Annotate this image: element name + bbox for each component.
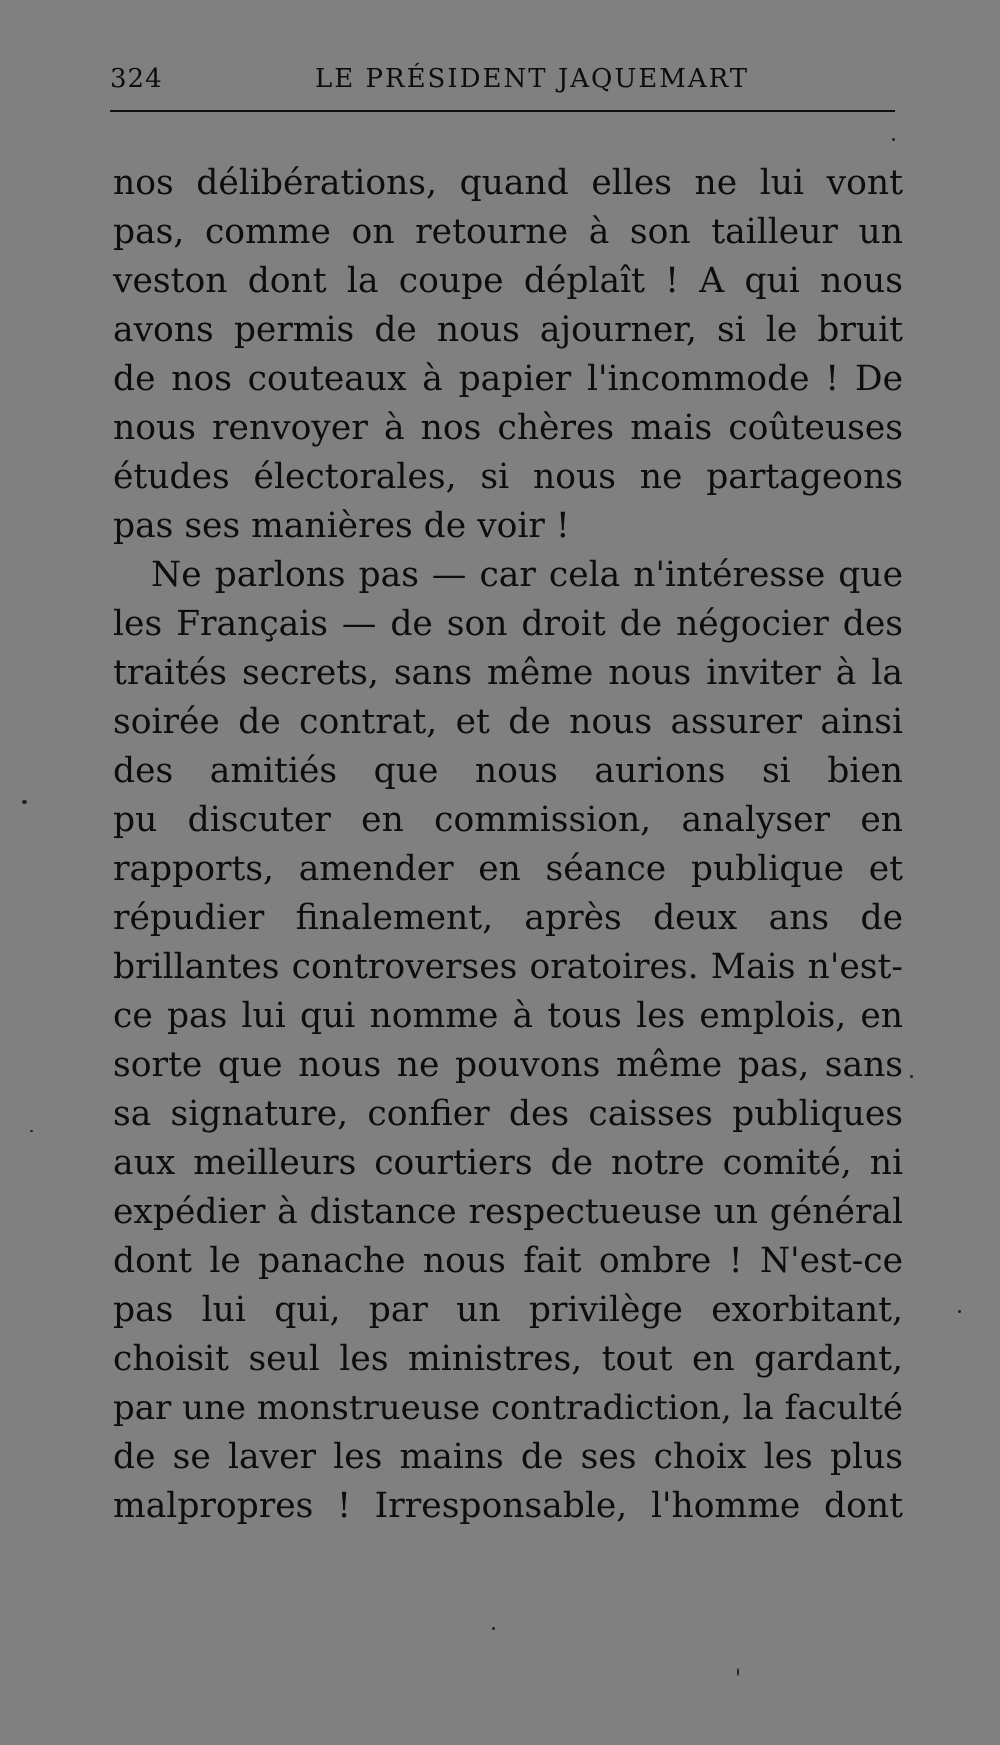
text-line: nous renvoyer à nos chères mais coûteuses [113,408,903,448]
scan-speck [492,1627,495,1630]
text-line: pas ses manières de voir ! [113,506,570,546]
scan-speck [22,800,27,804]
text-line: dont le panache nous fait ombre ! N'est-ce [113,1241,903,1281]
text-line: par une monstrueuse contradiction, la faculté [113,1388,903,1428]
text-line: expédier à distance respectueuse un général [113,1192,903,1232]
text-line: aux meilleurs courtiers de notre comité, ni [113,1143,903,1183]
text-line: les Français — de son droit de négocier des [113,604,903,644]
scan-speck [892,138,895,141]
text-line: de nos couteaux à papier l'incommode ! De [113,359,903,399]
running-title: LE PRÉSIDENT JAQUEMART [315,64,750,94]
scan-speck [958,1310,961,1313]
scan-speck [910,1075,913,1078]
page-number: 324 [110,64,163,94]
text-line: études électorales, si nous ne partageons [113,457,903,497]
text-line: répudier finalement, après deux ans de [113,898,903,938]
text-line: des amitiés que nous aurions si bien [113,751,903,791]
text-line: rapports, amender en séance publique et [113,849,903,889]
text-line: choisit seul les ministres, tout en gardant, [113,1339,903,1379]
scan-speck [30,1130,33,1132]
text-line: Ne parlons pas — car cela n'intéresse que [151,555,903,595]
text-line: traités secrets, sans même nous inviter à la [113,653,903,693]
text-line: nos délibérations, quand elles ne lui vont [113,163,903,203]
paragraph [113,551,903,1531]
header-rule [110,110,895,112]
text-line: pas, comme on retourne à son tailleur un [113,212,903,252]
text-line: malpropres ! Irresponsable, l'homme dont [113,1486,903,1526]
text-line: sa signature, confier des caisses publiques [113,1094,903,1134]
body-text [113,159,903,1531]
text-line: avons permis de nous ajourner, si le bruit [113,310,903,350]
text-line: brillantes controverses oratoires. Mais n'est- [113,947,903,987]
text-line: pas lui qui, par un privilège exorbitant, [113,1290,903,1330]
text-line: pu discuter en commission, analyser en [113,800,903,840]
text-line: de se laver les mains de ses choix les plus [113,1437,903,1477]
text-line: ce pas lui qui nomme à tous les emplois, en [113,996,903,1036]
text-line: soirée de contrat, et de nous assurer ainsi [113,702,903,742]
text-line: veston dont la coupe déplaît ! A qui nous [113,261,903,301]
page-header [110,64,895,104]
text-line: sorte que nous ne pouvons même pas, sans [113,1045,903,1085]
paragraph [113,159,903,551]
scan-speck [737,1668,739,1676]
